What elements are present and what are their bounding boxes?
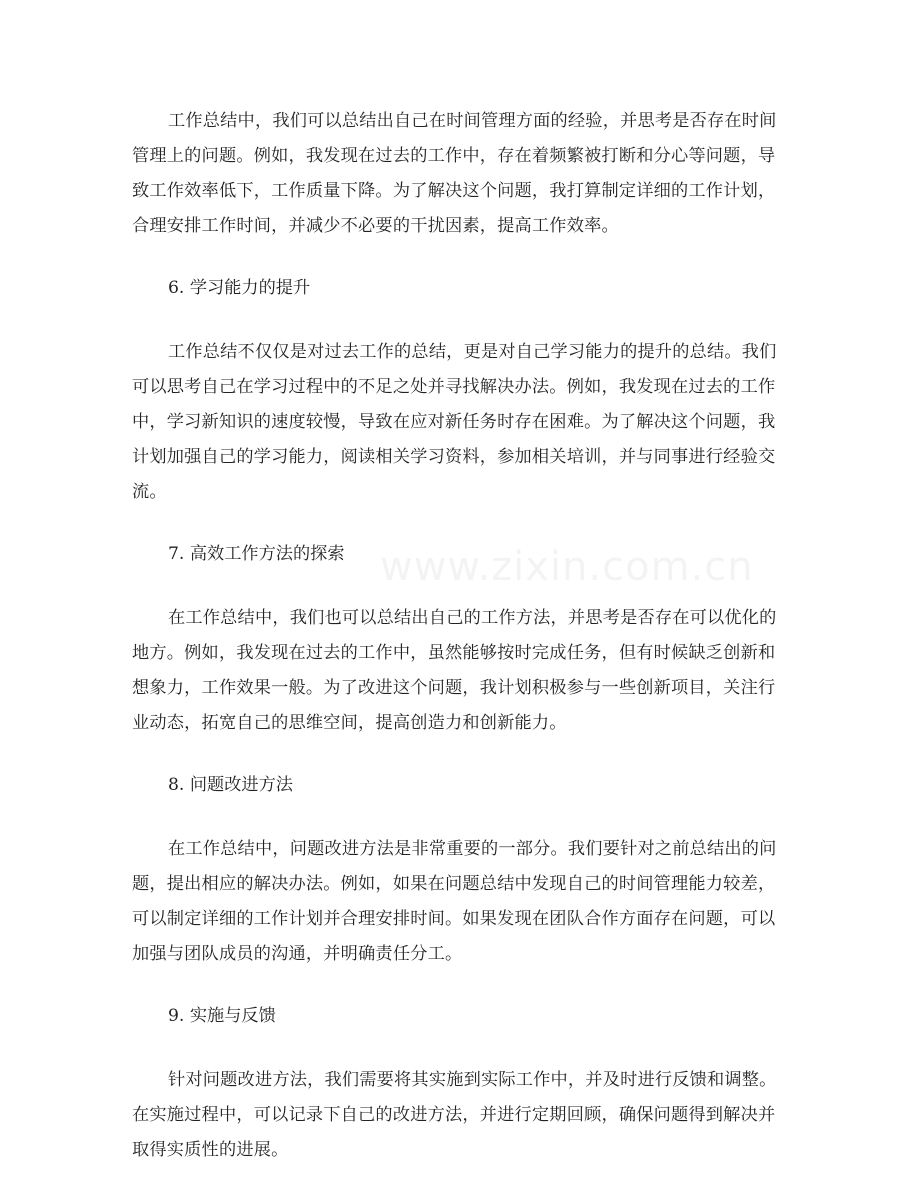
spacer (132, 741, 788, 768)
document-content (132, 104, 788, 1168)
spacer (132, 972, 788, 999)
section-heading-8: 8. 问题改进方法 (168, 775, 293, 795)
spacer (132, 510, 788, 537)
spacer (132, 244, 788, 271)
spacer (132, 306, 788, 335)
spacer (132, 572, 788, 601)
section-heading-7: 7. 高效工作方法的探索 (168, 544, 345, 564)
spacer (132, 1034, 788, 1063)
section-body-7: 在工作总结中，我们也可以总结出自己的工作方法，并思考是否存在可以优化的地方。例如，我发现在过去的工作中，虽然能够按时完成任务，但有时候缺乏创新和想象力，工作效果一般。为了改进这个问题，我计划积极参与一些创新项目，关注行业动态，拓宽自己的思维空间，提高创造力和创新能力。 (132, 608, 777, 733)
spacer (132, 803, 788, 832)
section-heading-9: 9. 实施与反馈 (168, 1006, 276, 1026)
paragraph-time-management: 工作总结中，我们可以总结出自己在时间管理方面的经验，并思考是否存在时间管理上的问题。例如，我发现在过去的工作中，存在着频繁被打断和分心等问题，导致工作效率低下，工作质量下降。为了解决这个问题，我打算制定详细的工作计划，合理安排工作时间，并减少不必要的干扰因素，提高工作效率。 (132, 111, 777, 236)
section-body-8: 在工作总结中，问题改进方法是非常重要的一部分。我们要针对之前总结出的问题，提出相应的解决办法。例如，如果在问题总结中发现自己的时间管理能力较差，可以制定详细的工作计划并合理安排时间。如果发现在团队合作方面存在问题，可以加强与团队成员的沟通，并明确责任分工。 (132, 839, 777, 964)
section-body-9: 针对问题改进方法，我们需要将其实施到实际工作中，并及时进行反馈和调整。在实施过程中，可以记录下自己的改进方法，并进行定期回顾，确保问题得到解决并取得实质性的进展。 (132, 1070, 777, 1160)
section-body-6: 工作总结不仅仅是对过去工作的总结，更是对自己学习能力的提升的总结。我们可以思考自己在学习过程中的不足之处并寻找解决办法。例如，我发现在过去的工作中，学习新知识的速度较慢，导致在应对新任务时存在困难。为了解决这个问题，我计划加强自己的学习能力，阅读相关学习资料，参加相关培训，并与同事进行经验交流。 (132, 342, 777, 502)
section-heading-6: 6. 学习能力的提升 (168, 278, 311, 298)
